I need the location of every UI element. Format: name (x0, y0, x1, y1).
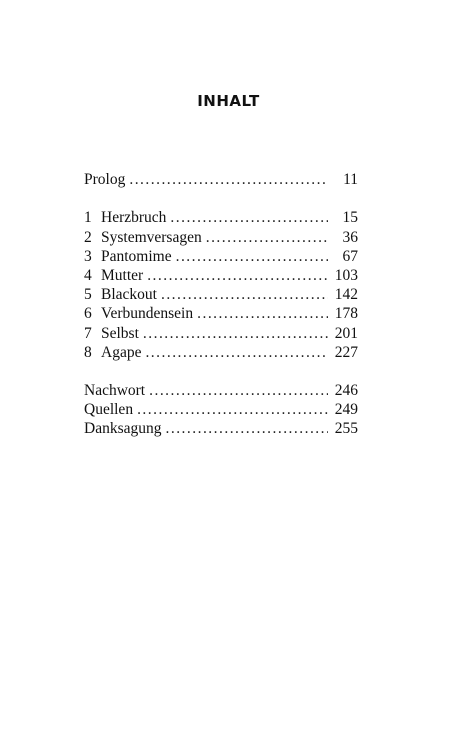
toc-entry-chapter (84, 208, 358, 227)
chapter-number: 4 (84, 266, 92, 284)
toc-heading: INHALT (197, 92, 260, 110)
toc-entry-title: Danksagung (84, 420, 162, 438)
toc-entry-title: Mutter (101, 266, 144, 284)
chapter-number: 6 (84, 305, 92, 323)
dot-leader (206, 228, 328, 247)
toc-page-number: 15 (342, 209, 358, 227)
toc-page-number: 178 (334, 305, 358, 323)
dot-leader (147, 266, 328, 285)
toc-entry-title: Nachwort (84, 382, 146, 400)
toc-entry-prolog (84, 170, 358, 189)
toc-entry-back-matter (84, 381, 358, 400)
chapter-number: 7 (84, 324, 92, 342)
toc-entry-chapter (84, 228, 358, 247)
toc-entry-chapter (84, 285, 358, 304)
chapter-number: 8 (84, 343, 92, 361)
toc-entry-chapter (84, 266, 358, 285)
table-of-contents (84, 170, 358, 439)
toc-entry-title: Agape (101, 343, 142, 361)
chapter-number: 2 (84, 228, 92, 246)
dot-leader (170, 208, 328, 227)
toc-page-number: 255 (334, 420, 358, 438)
dot-leader (137, 400, 328, 419)
toc-page-number: 36 (342, 228, 358, 246)
toc-entry-title: Blackout (101, 286, 157, 304)
dot-leader (149, 381, 328, 400)
spacer (84, 362, 358, 381)
toc-entry-back-matter (84, 400, 358, 419)
toc-page-number: 201 (334, 324, 358, 342)
toc-entry-chapter (84, 304, 358, 323)
toc-entry-chapter (84, 247, 358, 266)
toc-page-number: 227 (334, 343, 358, 361)
toc-entry-back-matter (84, 419, 358, 438)
spacer (84, 189, 358, 208)
toc-entry-title: Selbst (101, 324, 139, 342)
dot-leader (166, 419, 329, 438)
toc-entry-title: Prolog (84, 171, 126, 188)
toc-page-number: 142 (334, 286, 358, 304)
toc-entry-chapter (84, 343, 358, 362)
toc-page-number: 249 (334, 401, 358, 419)
chapter-number: 3 (84, 247, 92, 265)
dot-leader (176, 247, 328, 266)
toc-entry-title: Quellen (84, 401, 134, 419)
toc-entry-title: Pantomime (101, 247, 172, 265)
toc-entry-chapter (84, 324, 358, 343)
chapter-number: 1 (84, 209, 92, 227)
dot-leader (129, 170, 328, 189)
toc-entry-title: Verbundensein (101, 305, 194, 323)
chapter-number: 5 (84, 286, 92, 304)
toc-entry-title: Herzbruch (101, 209, 167, 227)
dot-leader (145, 343, 328, 362)
toc-page-number: 67 (342, 247, 358, 265)
toc-page-number: 11 (343, 171, 358, 188)
toc-page-number: 246 (334, 382, 358, 400)
dot-leader (197, 304, 328, 323)
dot-leader (143, 324, 328, 343)
dot-leader (161, 285, 328, 304)
toc-entry-title: Systemversagen (101, 228, 202, 246)
toc-page-number: 103 (334, 266, 358, 284)
